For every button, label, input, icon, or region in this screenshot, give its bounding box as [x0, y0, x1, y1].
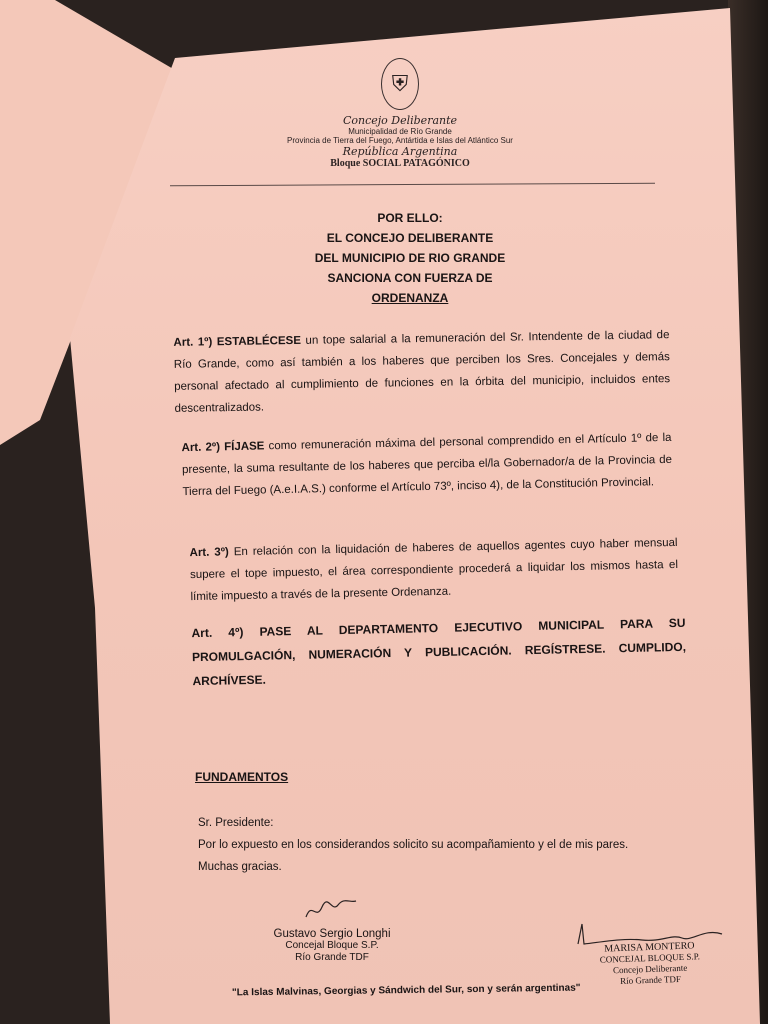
letterhead-bloque: Bloque SOCIAL PATAGÓNICO [330, 158, 470, 169]
fundamentos-title: FUNDAMENTOS [195, 770, 289, 784]
signature-left-role: Concejal Bloque S.P. [285, 940, 379, 951]
article-1-text: un tope salarial a la remuneración del Sr. Intendente de la ciudad de Río Grande, como así también a los haberes que perciben los Sres. Concejales y demás personal afectado al cumplimiento de funciones en la órbita del municipio, incluidos entes descentralizados. [173, 329, 671, 415]
heading-line-2: EL CONCEJO DELIBERANTE [326, 231, 494, 245]
heading-line-4: SANCIONA CON FUERZA DE [327, 271, 493, 285]
article-2-text: como remuneración máxima del personal comprendido en el Artículo 1º de la presente, la suma resultante de los haberes que perciba el/la Gobernador/a de la Provincia de Tierra del Fuego (A.e.I.A.S.) conforme el Artículo 73º, inciso 4), de la Constitución Provincial. [181, 431, 673, 499]
article-3 [189, 532, 678, 608]
heading-ordenanza: ORDENANZA [371, 291, 449, 305]
fundamentos-line-2: Muchas gracias. [198, 861, 282, 873]
signature-left-name: Gustavo Sergio Longhi [273, 928, 391, 940]
fundamentos-greeting: Sr. Presidente: [198, 817, 274, 829]
signature-right-place: Río Grande TDF [619, 973, 682, 987]
letterhead-concejo: Concejo Deliberante [342, 114, 458, 127]
resolution-heading [290, 208, 530, 308]
article-1-label: Art. 1º) ESTABLÉCESE [173, 334, 302, 349]
article-4-text: Art. 4º) PASE AL DEPARTAMENTO EJECUTIVO MUNICIPAL PARA SU PROMULGACIÓN, NUMERACIÓN Y PUBLICACIÓN. REGÍSTRESE. CUMPLIDO, ARCHÍVESE. [191, 615, 687, 689]
heading-line-3: DEL MUNICIPIO DE RIO GRANDE [314, 251, 506, 265]
article-1 [173, 324, 670, 420]
letterhead-municipality: Municipalidad de Río Grande [348, 127, 452, 136]
fundamentos-body [198, 812, 718, 878]
letterhead-republica: República Argentina [342, 145, 458, 158]
signature-right-role: CONCEJAL BLOQUE S.P. [599, 951, 701, 965]
heading-line-1: POR ELLO: [377, 211, 443, 225]
article-3-text: En relación con la liquidación de haberes de aquellos agentes cuyo haber mensual supere el tope impuesto, el área correspondiente procederá a liquidar los mismos hasta el límite impuesto a través de la presente Ordenanza. [189, 536, 679, 604]
article-3-label: Art. 3º) [189, 546, 229, 560]
signature-left-place: Río Grande TDF [295, 952, 369, 963]
letterhead [200, 58, 600, 169]
fundamentos-line-1: Por lo expuesto en los considerandos solicito su acompañamiento y el de mis pares. [198, 839, 629, 851]
article-2-label: Art. 2º) FÍJASE [181, 440, 265, 455]
signature-right-org: Concejo Deliberante [612, 962, 688, 976]
article-4 [191, 611, 686, 693]
coat-of-arms-seal-icon: ⛨ [381, 58, 419, 110]
article-2 [181, 427, 672, 503]
letterhead-province: Provincia de Tierra del Fuego, Antártida e Islas del Atlántico Sur [287, 136, 513, 145]
signature-right-name: MARISA MONTERO [604, 940, 695, 955]
footer-quote: "La Islas Malvinas, Georgias y Sándwich del Sur, son y serán argentinas" [231, 982, 581, 999]
signature-right [589, 940, 710, 988]
signature-left [262, 928, 402, 964]
left-signature-scribble [300, 895, 360, 925]
